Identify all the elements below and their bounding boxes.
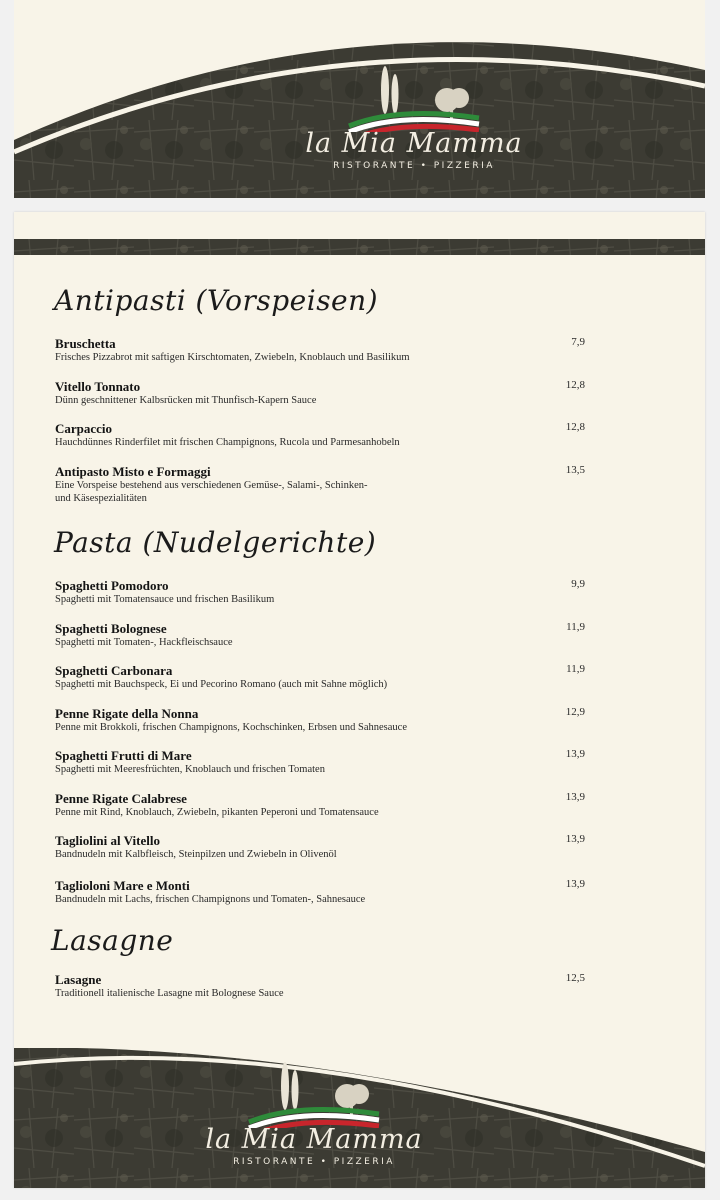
logo-emblem-icon (339, 62, 489, 132)
menu-item (55, 878, 585, 906)
item-price: 13,9 (565, 791, 585, 803)
menu-item (55, 379, 585, 407)
menu-item (55, 791, 585, 819)
section-title-antipasti: Antipasti (Vorspeisen) (54, 284, 379, 317)
item-price: 12,8 (565, 421, 585, 433)
brand-subtitle: RISTORANTE • PIZZERIA (333, 161, 495, 171)
menu-item (55, 621, 585, 649)
item-price: 11,9 (566, 663, 585, 675)
item-description: Spaghetti mit Bauchspeck, Ei und Pecorino Romano (auch mit Sahne möglich) (55, 679, 388, 690)
item-price: 12,8 (565, 379, 585, 391)
item-price: 7,9 (571, 336, 585, 348)
item-description: Penne mit Rind, Knoblauch, Zwiebeln, pikanten Peperoni und Tomatensauce (55, 807, 379, 818)
item-price: 13,9 (565, 878, 585, 890)
item-name: Spaghetti Carbonara (55, 663, 173, 678)
item-description: Bandnudeln mit Lachs, frischen Champignons und Tomaten-, Sahnesauce (55, 894, 366, 905)
section-title-lasagne: Lasagne (51, 924, 174, 957)
menu-item (55, 578, 585, 606)
stone-strip (14, 239, 705, 255)
menu-item (55, 706, 585, 734)
menu-item (55, 833, 585, 861)
item-description: Eine Vorspeise bestehend aus verschiedenen Gemüse-, Salami-, Schinken- (55, 480, 368, 491)
header-banner-card (14, 0, 705, 198)
logo-emblem-icon (239, 1058, 389, 1128)
item-price: 12,5 (565, 972, 585, 984)
menu-item (55, 464, 585, 505)
item-description: Frisches Pizzabrot mit saftigen Kirschtomaten, Zwiebeln, Knoblauch und Basilikum (55, 352, 410, 363)
item-description: Bandnudeln mit Kalbfleisch, Steinpilzen und Zwiebeln in Olivenöl (55, 849, 337, 860)
item-name: Taglioloni Mare e Monti (55, 878, 190, 893)
item-description: Dünn geschnittener Kalbsrücken mit Thunfisch-Kapern Sauce (55, 395, 317, 406)
menu-item (55, 336, 585, 364)
restaurant-logo-bottom (184, 1058, 444, 1167)
item-name: Lasagne (55, 972, 102, 987)
item-price: 12,9 (565, 706, 585, 718)
item-description: Spaghetti mit Meeresfrüchten, Knoblauch und frischen Tomaten (55, 764, 325, 775)
menu-item (55, 972, 585, 1000)
brand-name: la Mia Mamma (205, 1124, 423, 1155)
restaurant-logo (284, 62, 544, 171)
item-name: Vitello Tonnato (55, 379, 141, 394)
menu-item (55, 748, 585, 776)
menu-page (14, 212, 705, 1188)
section-title-pasta: Pasta (Nudelgerichte) (54, 526, 377, 559)
item-name: Spaghetti Frutti di Mare (55, 748, 192, 763)
item-description-line-2: und Käsespezialitäten (55, 493, 147, 504)
item-name: Tagliolini al Vitello (55, 833, 160, 848)
item-price: 13,9 (565, 833, 585, 845)
item-name: Spaghetti Bolognese (55, 621, 167, 636)
item-description: Hauchdünnes Rinderfilet mit frischen Champignons, Rucola und Parmesanhobeln (55, 437, 400, 448)
item-name: Spaghetti Pomodoro (55, 578, 169, 593)
item-description: Spaghetti mit Tomatensauce und frischen Basilikum (55, 594, 275, 605)
item-name: Carpaccio (55, 421, 113, 436)
menu-item (55, 663, 585, 691)
item-price: 11,9 (566, 621, 585, 633)
item-name: Penne Rigate della Nonna (55, 706, 199, 721)
item-description: Spaghetti mit Tomaten-, Hackfleischsauce (55, 637, 233, 648)
menu-item (55, 421, 585, 449)
item-price: 13,9 (565, 748, 585, 760)
brand-subtitle: RISTORANTE • PIZZERIA (233, 1157, 395, 1167)
item-description: Penne mit Brokkoli, frischen Champignons, Kochschinken, Erbsen und Sahnesauce (55, 722, 407, 733)
item-description: Traditionell italienische Lasagne mit Bolognese Sauce (55, 988, 284, 999)
item-name: Penne Rigate Calabrese (55, 791, 187, 806)
item-name: Antipasto Misto e Formaggi (55, 464, 211, 479)
item-price: 13,5 (565, 464, 585, 476)
item-price: 9,9 (571, 578, 585, 590)
item-name: Bruschetta (55, 336, 116, 351)
brand-name: la Mia Mamma (305, 128, 523, 159)
